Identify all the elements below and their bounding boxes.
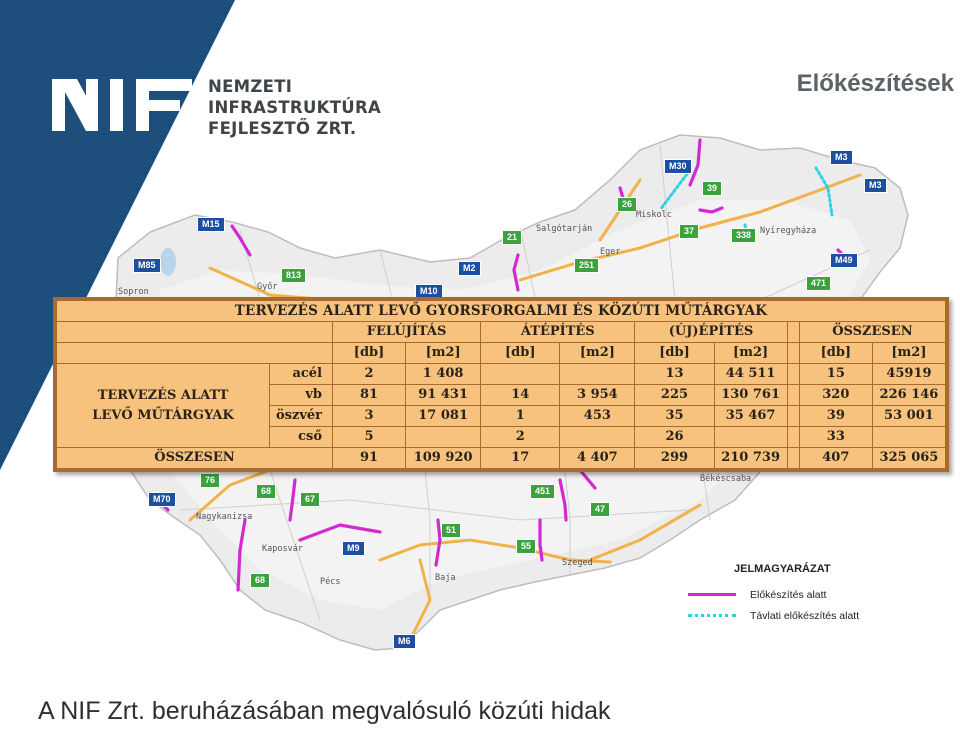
road-badge-motorway: M85	[133, 258, 161, 273]
structures-table	[53, 297, 949, 472]
legend-label: Távlati előkészítés alatt	[750, 609, 860, 622]
table-cell: 44 511	[714, 364, 787, 385]
brand-name-line: INFRASTRUKTÚRA	[208, 98, 382, 117]
road-badge-motorway: M70	[148, 492, 176, 507]
group-header: ÖSSZESEN	[799, 322, 945, 343]
road-badge-main: 37	[679, 224, 699, 239]
slide-footer-title: A NIF Zrt. beruházásában megvalósuló közúti hidak	[38, 697, 611, 725]
road-badge-main: 51	[441, 523, 461, 538]
city-label: Salgótarján	[536, 224, 593, 234]
road-badge-main: 451	[530, 484, 555, 499]
section-title: Előkészítések	[796, 70, 954, 97]
legend-solid-line-icon	[688, 593, 736, 596]
table-cell: 35 467	[714, 406, 787, 427]
road-badge-motorway: M15	[197, 217, 225, 232]
side-label-line: TERVEZÉS ALATT	[97, 387, 229, 403]
table-cell: 225	[635, 385, 714, 406]
legend-item	[688, 605, 898, 626]
side-label-line: LEVŐ MŰTÁRGYAK	[92, 407, 234, 423]
row-label: acél	[270, 364, 333, 385]
table-cell: 13	[635, 364, 714, 385]
road-badge-motorway: M3	[830, 150, 853, 165]
road-badge-main: 68	[256, 484, 276, 499]
table-cell: 1 408	[406, 364, 481, 385]
road-badge-main: 26	[617, 197, 637, 212]
unit-header: [m2]	[872, 343, 945, 364]
unit-header: [m2]	[714, 343, 787, 364]
table-cell: 91 431	[406, 385, 481, 406]
city-label: Pécs	[320, 577, 341, 587]
unit-header: [m2]	[406, 343, 481, 364]
table-cell: 299	[635, 448, 714, 469]
city-label: Miskolc	[636, 210, 672, 220]
table-cell: 109 920	[406, 448, 481, 469]
legend-dotted-line-icon	[688, 614, 736, 617]
table-cell: 407	[799, 448, 872, 469]
table-cell	[714, 427, 787, 448]
unit-header: [db]	[333, 343, 406, 364]
table-cell: 5	[333, 427, 406, 448]
table-cell: 2	[481, 427, 560, 448]
table-cell: 17 081	[406, 406, 481, 427]
table-cell: 81	[333, 385, 406, 406]
road-badge-main: 67	[300, 492, 320, 507]
table-total-row	[57, 448, 946, 469]
city-label: Nyíregyháza	[760, 226, 817, 236]
table-cell: 53 001	[872, 406, 945, 427]
table-cell: 17	[481, 448, 560, 469]
road-badge-main: 68	[250, 573, 270, 588]
table-cell: 1	[481, 406, 560, 427]
table-cell: 45919	[872, 364, 945, 385]
table-cell	[406, 427, 481, 448]
table-cell: 91	[333, 448, 406, 469]
row-label: cső	[270, 427, 333, 448]
table-cell	[560, 364, 635, 385]
city-label: Kaposvár	[262, 544, 303, 554]
table-cell: 325 065	[872, 448, 945, 469]
city-label: Győr	[257, 282, 278, 292]
road-badge-main: 813	[281, 268, 306, 283]
city-label: Sopron	[118, 287, 149, 297]
table-cell: 453	[560, 406, 635, 427]
side-label	[57, 364, 270, 448]
road-badge-main: 76	[200, 473, 220, 488]
road-badge-main: 338	[731, 228, 756, 243]
table-cell	[872, 427, 945, 448]
brand-name	[208, 76, 381, 139]
table-cell: 3	[333, 406, 406, 427]
table-cell: 33	[799, 427, 872, 448]
table-cell	[560, 427, 635, 448]
total-label: ÖSSZESEN	[57, 448, 333, 469]
table-cell: 3 954	[560, 385, 635, 406]
table-cell: 2	[333, 364, 406, 385]
table-cell: 320	[799, 385, 872, 406]
table-cell: 39	[799, 406, 872, 427]
road-badge-motorway: M6	[393, 634, 416, 649]
legend-title: JELMAGYARÁZAT	[734, 563, 831, 575]
city-label: Szeged	[562, 558, 593, 568]
table-cell: 35	[635, 406, 714, 427]
table-row	[57, 364, 946, 385]
group-header: FELÚJÍTÁS	[333, 322, 481, 343]
road-badge-main: 471	[806, 276, 831, 291]
unit-header: [db]	[799, 343, 872, 364]
road-badge-main: 251	[574, 258, 599, 273]
table-cell: 26	[635, 427, 714, 448]
brand-name-line: FEJLESZTŐ ZRT.	[208, 119, 357, 138]
unit-header: [db]	[635, 343, 714, 364]
city-label: Békéscsaba	[700, 474, 752, 484]
road-badge-motorway: M3	[864, 178, 887, 193]
map-legend	[688, 563, 898, 626]
table-cell: 226 146	[872, 385, 945, 406]
table-cell	[481, 364, 560, 385]
nif-logo-icon	[52, 76, 197, 134]
road-badge-main: 55	[516, 539, 536, 554]
group-header: ÁTÉPÍTÉS	[481, 322, 635, 343]
city-label: Nagykanizsa	[196, 512, 253, 522]
row-label: öszvér	[270, 406, 333, 427]
road-badge-motorway: M2	[458, 261, 481, 276]
legend-label: Előkészítés alatt	[750, 588, 827, 601]
table-cell: 4 407	[560, 448, 635, 469]
road-badge-motorway: M49	[830, 253, 858, 268]
table-cell: 130 761	[714, 385, 787, 406]
city-label: Eger	[600, 247, 621, 257]
legend-item	[688, 584, 898, 605]
road-badge-main: 21	[502, 230, 522, 245]
table-cell: 210 739	[714, 448, 787, 469]
table-title: TERVEZÉS ALATT LEVŐ GYORSFORGALMI ÉS KÖZÚTI MŰTÁRGYAK	[57, 301, 946, 322]
row-label: vb	[270, 385, 333, 406]
group-header: (ÚJ)ÉPÍTÉS	[635, 322, 787, 343]
table-cell: 15	[799, 364, 872, 385]
road-badge-main: 39	[702, 181, 722, 196]
road-badge-motorway: M30	[664, 159, 692, 174]
unit-header: [m2]	[560, 343, 635, 364]
road-badge-motorway: M9	[342, 541, 365, 556]
table-cell: 14	[481, 385, 560, 406]
road-badge-motorway: M10	[415, 284, 443, 299]
road-badge-main: 47	[590, 502, 610, 517]
brand-name-line: NEMZETI	[208, 77, 293, 96]
unit-header: [db]	[481, 343, 560, 364]
city-label: Baja	[435, 573, 456, 583]
